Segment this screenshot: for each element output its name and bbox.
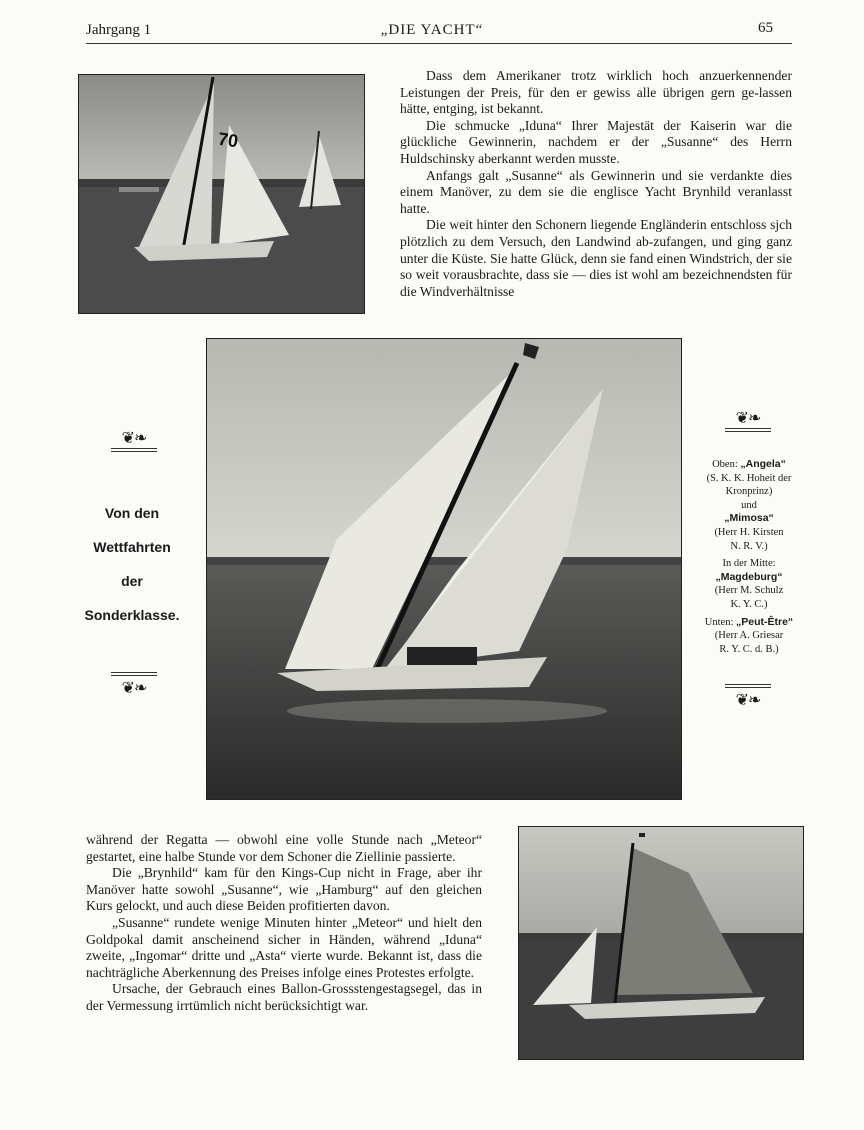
header-volume: Jahrgang 1 [86, 22, 152, 38]
caption-text: In der Mitte: [722, 558, 776, 570]
photo-top-angela-mimosa [78, 74, 365, 314]
header-magazine-title: „DIE YACHT“ [380, 22, 484, 38]
ornament-bottom-left [108, 672, 160, 698]
bottom-text-column [86, 832, 482, 1015]
caption-yacht-name: „Magdeburg“ [715, 570, 783, 583]
caption-text: und [741, 499, 757, 511]
paragraph: Die weit hinter den Schonern liegende Engländerin entschloss sjch plötzlich zu dem Versuch, den Landwind ab-zufangen, und ging ganz unter die Küste. Sie hatte Glück, denn sie fand einen Windstrich, der sie so weit vorausbrachte, dass sie — dies ist wohl am bezeichnendsten für die Windverhältnisse [400, 217, 792, 299]
paragraph: Dass dem Amerikaner trotz wirklich hoch anzuerkennender Leistungen der Preis, für den er gewiss alle übrigen gern ge-lassen hätte, entging, ist bekannt. [400, 68, 792, 117]
sail-number: 70 [216, 128, 240, 152]
caption-text: (Herr H. Kirsten [714, 526, 784, 538]
caption-yacht-name: „Mimosa“ [724, 512, 774, 525]
caption-text: (S. K. K. Hoheit der [706, 472, 792, 484]
ornament-top-left [108, 428, 160, 454]
ornament-glyph: ❦❧ [735, 410, 761, 427]
ornament-glyph: ❦❧ [121, 430, 147, 447]
top-text-column [400, 68, 792, 300]
caption-text: N. R. V.) [730, 540, 768, 552]
caption-text: K. Y. C.) [730, 598, 768, 610]
header-rule [86, 43, 792, 44]
caption-yacht-name: „Angela“ [740, 458, 786, 470]
section-title [78, 496, 186, 632]
photo-caption [694, 458, 804, 656]
page-number: 65 [758, 20, 773, 36]
caption-text: Kronprinz) [725, 486, 773, 498]
caption-text: (Herr A. Griesar [714, 630, 784, 642]
paragraph: Anfangs galt „Susanne“ als Gewinnerin und sie verdankte dies einem Manöver, zu dem sie die englisce Yacht Brynhild veranlasst hatte. [400, 167, 792, 216]
caption-yacht-name: „Peut-Être“ [736, 615, 794, 628]
ornament-glyph: ❦❧ [121, 680, 147, 697]
paragraph: Die schmucke „Iduna“ Ihrer Majestät der Kaiserin war die glückliche Gewinnerin, nachdem er der „Susanne“ des Herrn Huldschinsky aberkannt werden musste. [400, 117, 792, 166]
caption-text: Unten: [704, 616, 734, 628]
ornament-glyph: ❦❧ [735, 692, 761, 709]
paragraph: „Susanne“ rundete wenige Minuten hinter „Meteor“ und hielt den Goldpokal damit anscheinend sicher in Händen, während „Iduna“ zweite, „Ingomar“ dritte und „Asta“ vierte wurde. Bekannt ist, dass die nachträgliche Aberkennung des Preises infolge eines Protestes erfolgte. [86, 914, 482, 980]
ornament-bottom-right [722, 684, 774, 710]
caption-text: R. Y. C. d. B.) [719, 643, 779, 655]
section-title-line: der [121, 573, 143, 589]
ornament-top-right [722, 408, 774, 434]
photo-bottom-peut-etre [518, 826, 804, 1060]
section-title-line: Von den [104, 505, 160, 521]
paragraph: während der Regatta — obwohl eine volle Stunde nach „Meteor“ gestartet, eine halbe Stunde vor dem Schoner die Ziellinie passierte. [86, 832, 482, 864]
caption-text: (Herr M. Schulz [714, 585, 784, 597]
paragraph: Ursache, der Gebrauch eines Ballon-Grossstengestagsegel, das in der Vermessung irrtümlich nicht berücksichtigt war. [86, 981, 482, 1013]
photo-center-magdeburg [206, 338, 682, 800]
caption-text: Oben: [712, 459, 738, 470]
section-title-line: Sonderklasse. [84, 607, 180, 623]
paragraph: Die „Brynhild“ kam für den Kings-Cup nicht in Frage, aber ihr Manöver hatte sowohl „Susanne“, wie „Hamburg“ auf den gleichen Kurs gelockt, und auch diese Beiden profitierten davon. [86, 865, 482, 914]
section-title-line: Wettfahrten [93, 539, 171, 555]
